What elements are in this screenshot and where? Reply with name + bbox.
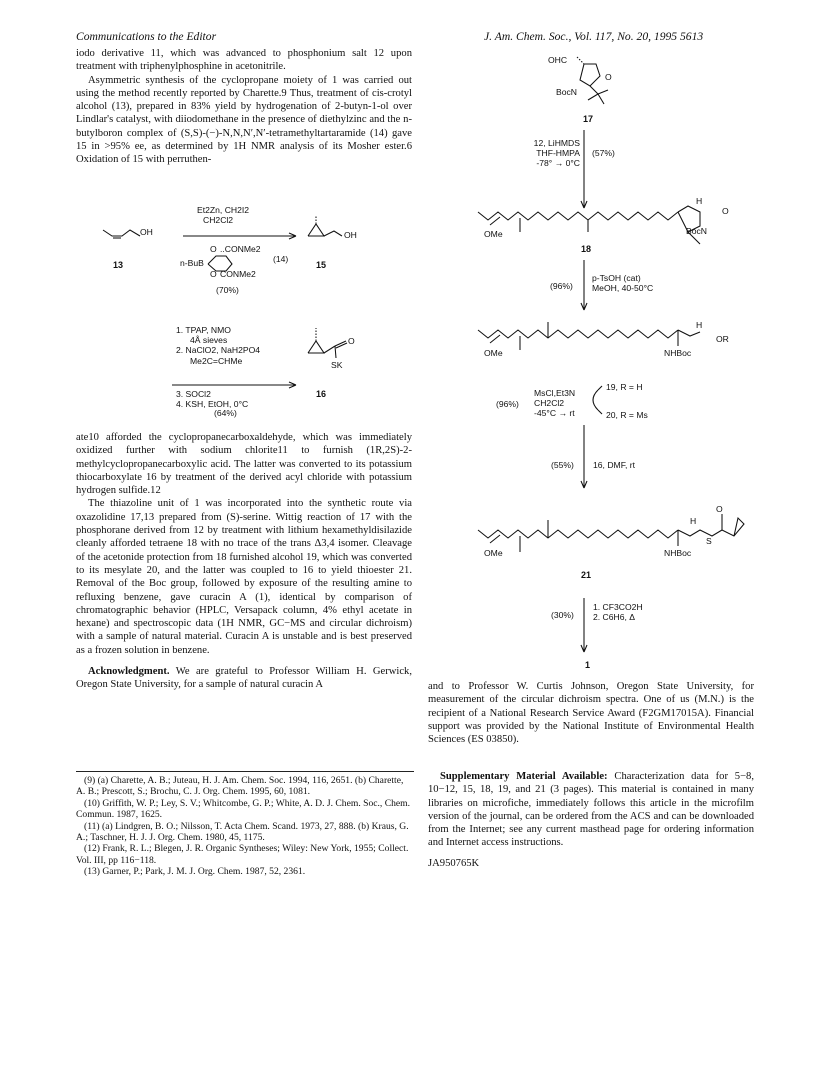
compound-16-label: 16 [316,389,327,399]
compound-15-label: 15 [316,260,327,270]
compound-13-label: 13 [113,260,124,270]
reagents-oxidation: 1. TPAP, NMO 4Å sieves 2. NaClO2, NaH2PO4 Me2C=CHMe [176,325,261,366]
reagents-cyclopropanation: Et2Zn, CH2I2 CH2Cl2 [197,205,250,226]
boron-conme2-b: CONMe2 [220,269,256,279]
nhboc-label-21: NHBoc [664,548,692,558]
footnote-10: (10) Griffith, W. P.; Ley, S. V.; Whitcombe, G. P.; White, A. D. J. Chem. Soc., Chem. Commun. 1987, 1625. [76,797,411,821]
compound-21-label: 21 [581,570,592,580]
paragraph-4: The thiazoline unit of 1 was incorporated into the synthetic route via oxazolidine 17,13 prepared from (S)-serine. Wittig reaction of 17 with the phosphorane derived from 12 by treatment with lithium hexamethyldisilazide cleanly afforded tetraene 18 with no trace of the trans Δ3,4 isomer. Cleavage of the acetonide protection from 18 furnished alcohol 19, which was converted to its mesylate 20, and the latter was coupled to 16 to yield thioester 21. Removal of the Boc group, followed by exposure of the resulting amine to refluxing benzene, gave curacin A (1), identical by comparison of chromatographic behavior (HPLC, Versapack column, 4% ethyl acetate in hexane) and spectroscopic data (1H NMR, GC−MS and circular dichroism) with a sample of natural material. Curacin A is unstable and is best preserved as a frozen solution in benzene. [76,498,412,656]
ome-label-21: OMe [484,548,503,558]
nhboc-label-19: NHBoc [664,348,692,358]
boron-label-14: (14) [273,254,289,264]
footnote-12: (12) Frank, R. L.; Blegen, J. R. Organic Syntheses; Wiley: New York, 1955; Collect. Vol. III, pp 116−118. [76,843,409,866]
compound-17-label: 17 [583,114,594,124]
bocn-label-17: BocN [556,87,578,97]
supplementary-heading: Supplementary Material Available: [440,771,608,782]
footnote-13: (13) Garner, P.; Park, J. M. J. Org. Chem. 1987, 52, 2361. [84,866,306,878]
yield-57: (57%) [592,148,615,158]
reagents-wittig: 12, LiHMDS THF-HMPA -78° → 0°C [533,138,580,169]
right-column-acknowledgment: and to Professor W. Curtis Johnson, Oregon State University, for measurement of the circular dichroism spectra. One of us (M.N.) is the recipient of a National Research Service Award (F2GM17015A). Financial support was provided by the National Institute of Environmental Health Sciences (ES 03850). [428,681,754,746]
paragraph-2: Asymmetric synthesis of the cyclopropane moiety of 1 was carried out using the method recently reported by Charette.9 Thus, treatment of cis-crotyl alcohol (13), prepared in 83% yield by hydrogenation of 2-butyn-1-ol over Lindlar's catalyst, with diiodomethane in the presence of diethylzinc and the n-butylboron complex of (S,S)-(−)-N,N,N′,N′-tetramethyltartaramide (14) gave 15 in >95% ee, as determined by 1H NMR analysis of its Mosher ester.6 Oxidation of 15 with perruthen- [76,74,412,166]
oh-label-15: OH [344,230,357,240]
reagents-deprotection: p-TsOH (cat) MeOH, 40-50°C [592,273,654,294]
bocn-label-18: BocN [686,226,708,236]
acknowledgment-heading: Acknowledgment. [88,666,170,678]
acknowledgment-text: We are grateful to Professor William H. Gerwick, Oregon State University, for a sample of natural curacin A [76,666,412,691]
boron-o2: O [210,269,217,279]
boron-o1: O [210,244,217,254]
ome-label-19: OMe [484,348,503,358]
supplementary-material [428,770,754,850]
or-label-19: OR [716,334,729,344]
reagents-final: 1. CF3CO2H 2. C6H6, Δ [593,602,643,623]
footnote-11: (11) (a) Lindgren, B. O.; Nilsson, T. Acta Chem. Scand. 1973, 27, 888. (b) Kraus, G. A.; Taschner, H. J. J. Org. Chem. 1980, 45, 1175. [76,820,409,844]
reagents-coupling: 16, DMF, rt [593,460,636,470]
yield-70: (70%) [216,285,239,295]
paragraph-3: ate10 afforded the cyclopropanecarboxaldehyde, which was immediately oxidized further with sodium chlorite11 to furnish (1R,2S)-2-methylcyclopropanecarboxylic acid. The latter was converted to its potassium thiocarboxylate 16 by treatment of the derived acyl chloride with potassium hydrogen sulfide.12 [76,432,412,497]
h-label-19: H [696,320,703,330]
compound-18-label: 18 [581,244,592,254]
reagents-thioacid: 3. SOCl2 4. KSH, EtOH, 0°C [176,389,249,410]
o-label-16: O [348,336,355,346]
yield-96-b: (96%) [496,399,519,409]
yield-30: (30%) [551,610,574,620]
yield-64: (64%) [214,408,237,418]
running-header-left: Communications to the Editor [76,30,217,43]
oh-label-13: OH [140,227,153,237]
ome-label-18: OMe [484,229,503,239]
h-label-21: H [690,516,697,526]
manuscript-id: JA950765K [428,858,480,869]
yield-55: (55%) [551,460,574,470]
r-h-label: 19, R = H [606,382,643,392]
footnote-9: (9) (a) Charette, A. B.; Juteau, H. J. Am. Chem. Soc. 1994, 116, 2651. (b) Charette, A. B.; Prescott, S.; Brochu, C. J. Org. Chem. 1995, 60, 1081. [76,775,404,798]
compound-1-label: 1 [585,660,591,670]
ohc-label: OHC [548,55,568,65]
reagents-mesylation: MsCl,Et3N CH2Cl2 -45°C → rt [534,388,576,419]
paragraph-1: iodo derivative 11, which was advanced to phosphonium salt 12 upon treatment with triphenylphosphine in acetonitrile. [76,48,412,73]
o-label-21: O [716,504,723,514]
boron-nbub: n-BuB [180,258,204,268]
r-ms-label: 20, R = Ms [606,410,648,420]
boron-conme2-a: ..CONMe2 [220,244,261,254]
supplementary-text: Characterization data for 5−8, 10−12, 15, 18, 19, and 21 (3 pages). This material is contained in many libraries on microfiche, immediately follows this article in the microfilm version of the journal, can be ordered from the ACS and can be downloaded from the Internet; see any current masthead page for ordering information and Internet access instructions. [428,771,754,849]
running-header-right: J. Am. Chem. Soc., Vol. 117, No. 20, 1995 5613 [484,30,704,43]
sk-label-16: SK [331,360,343,370]
s-label-21: S [706,536,712,546]
h-label-18: H [696,196,703,206]
o-label-17: O [605,72,612,82]
o-label-18: O [722,206,729,216]
yield-96-a: (96%) [550,281,573,291]
